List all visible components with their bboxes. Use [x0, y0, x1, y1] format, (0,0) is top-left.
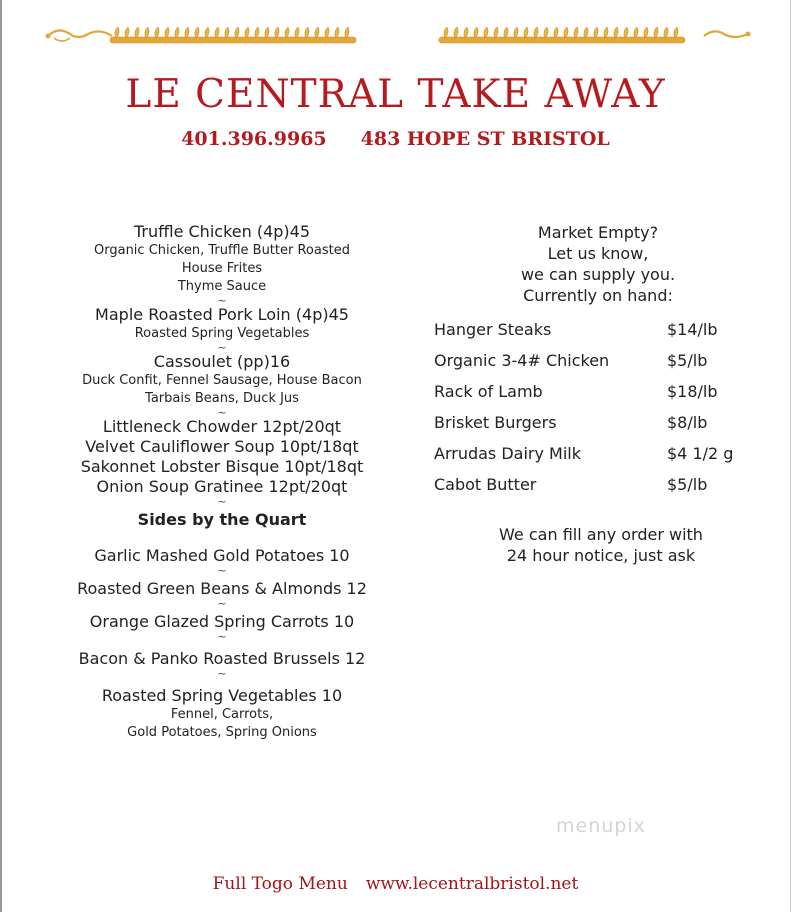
market-heading-line: Market Empty?: [537, 223, 659, 242]
page-title: LE CENTRAL TAKE AWAY: [125, 72, 666, 117]
right-flourish-icon: [700, 24, 752, 46]
soup-list: [40, 417, 404, 497]
separator: ~: [217, 667, 227, 680]
market-column: [420, 222, 780, 566]
side-item: Garlic Mashed Gold Potatoes 10: [94, 546, 350, 565]
dish-name: Cassoulet (pp)16: [153, 352, 291, 371]
dish-description: Organic Chicken, Truffle Butter Roasted: [94, 243, 350, 258]
side-item: Roasted Spring Vegetables 10: [101, 686, 343, 705]
stock-price: $5/lb: [667, 475, 708, 494]
dish-description: Thyme Sauce: [177, 279, 267, 294]
street-address: 483 HOPE ST BRISTOL: [360, 128, 610, 150]
side-item: Bacon & Panko Roasted Brussels 12: [78, 649, 366, 668]
stock-row: [420, 469, 780, 500]
separator: ~: [217, 597, 227, 610]
footer: [0, 874, 791, 894]
dish-description: Tarbais Beans, Duck Jus: [145, 391, 299, 406]
stock-row: [420, 345, 780, 376]
dish-description: Roasted Spring Vegetables: [134, 326, 310, 341]
stock-row: [420, 376, 780, 407]
stock-item: Organic 3-4# Chicken: [434, 351, 610, 370]
order-note-line: 24 hour notice, just ask: [506, 546, 696, 565]
left-laurel-border-icon: [108, 24, 358, 48]
separator: ~: [217, 495, 227, 508]
stock-row: [420, 314, 780, 345]
stock-item: Hanger Steaks: [434, 320, 552, 339]
separator: ~: [217, 341, 227, 354]
separator: ~: [217, 630, 227, 643]
stock-price: $4 1/2 g: [667, 444, 734, 463]
soup-item: Sakonnet Lobster Bisque 10pt/18qt: [80, 457, 364, 476]
stock-price: $14/lb: [667, 320, 718, 339]
market-heading-line: Let us know,: [547, 244, 649, 263]
separator: ~: [217, 564, 227, 577]
side-description: Gold Potatoes, Spring Onions: [127, 725, 317, 740]
contact-line: [0, 128, 791, 150]
menu-item: [40, 222, 404, 296]
order-note-line: We can fill any order with: [499, 525, 703, 544]
takeaway-menu-column: [40, 222, 404, 742]
stock-row: [420, 407, 780, 438]
dish-description: Duck Confit, Fennel Sausage, House Bacon: [82, 373, 362, 388]
side-item: Orange Glazed Spring Carrots 10: [89, 612, 355, 631]
market-heading-line: we can supply you.: [520, 265, 676, 284]
market-heading-line: Currently on hand:: [523, 286, 673, 305]
sides-heading: Sides by the Quart: [137, 510, 307, 529]
stock-item: Rack of Lamb: [434, 382, 543, 401]
stock-price: $18/lb: [667, 382, 718, 401]
soup-item: Onion Soup Gratinee 12pt/20qt: [96, 477, 348, 496]
watermark: menupix: [556, 815, 646, 837]
separator: ~: [217, 294, 227, 307]
soup-item: Velvet Cauliflower Soup 10pt/18qt: [85, 437, 359, 456]
on-hand-list: [420, 314, 780, 500]
website-link[interactable]: www.lecentralbristol.net: [365, 874, 579, 894]
market-heading: [420, 222, 776, 306]
footer-label: Full Togo Menu: [212, 874, 348, 894]
stock-item: Brisket Burgers: [434, 413, 557, 432]
stock-item: Cabot Butter: [434, 475, 537, 494]
dish-name: Truffle Chicken (4p)45: [133, 222, 311, 241]
order-note: [420, 524, 782, 566]
phone-number[interactable]: 401.396.9965: [181, 128, 327, 150]
stock-price: $8/lb: [667, 413, 708, 432]
stock-price: $5/lb: [667, 351, 708, 370]
dish-description: House Frites: [181, 261, 263, 276]
right-laurel-border-icon: [437, 24, 687, 48]
menu-item: [40, 305, 404, 343]
soup-item: Littleneck Chowder 12pt/20qt: [102, 417, 342, 436]
dish-name: Maple Roasted Pork Loin (4p)45: [95, 305, 349, 324]
left-flourish-icon: [44, 24, 116, 46]
separator: ~: [217, 406, 227, 419]
side-description: Fennel, Carrots,: [170, 707, 274, 722]
menu-item: [40, 352, 404, 408]
stock-item: Arrudas Dairy Milk: [434, 444, 582, 463]
stock-row: [420, 438, 780, 469]
side-item: Roasted Green Beans & Almonds 12: [77, 579, 367, 598]
